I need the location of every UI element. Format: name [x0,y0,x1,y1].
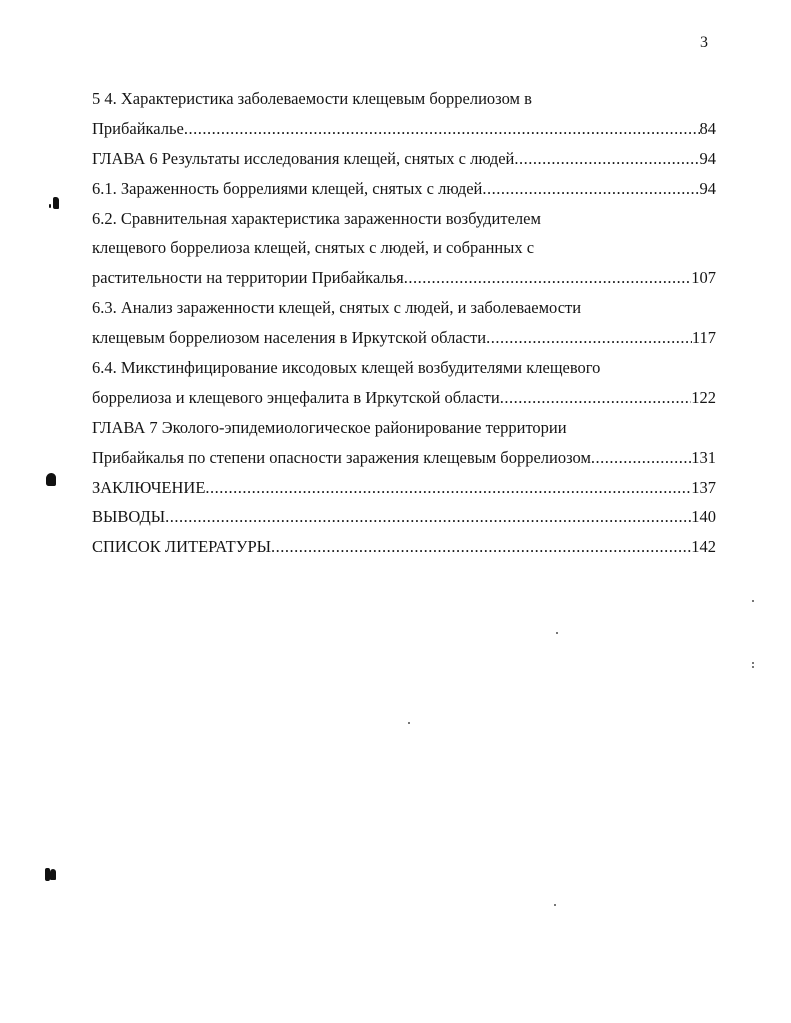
toc-line [92,383,716,413]
toc-entry-text: растительности на территории Прибайкалья [92,268,404,288]
toc-page-number: 107 [691,268,716,288]
toc-page-number: 122 [691,387,716,407]
toc-page-number: 94 [699,178,716,198]
toc-page-number: 140 [691,507,716,527]
toc-leader-dots [165,502,691,532]
toc-line [92,443,716,473]
scan-artifact [49,204,51,208]
toc-entry-text: СПИСОК ЛИТЕРАТУРЫ [92,537,272,557]
toc-line [92,233,716,263]
toc-leader-dots [482,174,699,204]
toc-page-number: 117 [691,328,716,348]
toc-entry-text: ГЛАВА 7 Эколого-эпидемиологическое районирование территории [92,417,567,437]
scan-speck [554,904,556,906]
toc-leader-dots [500,383,692,413]
toc-entry-text: клещевым боррелиозом населения в Иркутской области [92,328,487,348]
toc-entry-text: ГЛАВА 6 Результаты исследования клещей, снятых с людей [92,148,515,168]
toc-line [92,174,716,204]
toc-leader-dots [404,263,691,293]
toc-line [92,502,716,532]
scan-artifact [50,869,56,880]
toc-leader-dots [514,144,699,174]
scan-speck [556,632,558,634]
toc-leader-dots [271,532,691,562]
toc-line [92,413,716,443]
toc-leader-dots [486,323,692,353]
page-number: 3 [700,34,708,51]
table-of-contents [92,84,716,562]
toc-line [92,323,716,353]
toc-line [92,353,716,383]
scan-artifact [46,473,56,486]
toc-line [92,204,716,234]
toc-page-number: 137 [691,477,716,497]
toc-page-number: 131 [691,447,716,467]
toc-line [92,84,716,114]
toc-page-number: 142 [691,537,716,557]
toc-leader-dots [184,114,700,144]
toc-entry-text: Прибайкалья по степени опасности заражения клещевым боррелиозом [92,447,591,467]
toc-leader-dots [591,443,691,473]
toc-line [92,532,716,562]
toc-page-number: 84 [699,118,716,138]
toc-line [92,293,716,323]
toc-entry-text: 6.3. Анализ зараженности клещей, снятых с людей, и заболеваемости [92,298,582,318]
toc-entry-text: 6.4. Микстинфицирование иксодовых клещей возбудителями клещевого [92,358,601,378]
toc-entry-text: ЗАКЛЮЧЕНИЕ [92,477,206,497]
scan-speck [752,666,754,668]
toc-line [92,263,716,293]
toc-entry-text: Прибайкалье [92,118,184,138]
toc-leader-dots [205,473,691,503]
toc-line [92,114,716,144]
toc-entry-text: 6.2. Сравнительная характеристика зараженности возбудителем [92,208,541,228]
toc-entry-text: клещевого боррелиоза клещей, снятых с людей, и собранных с [92,238,535,258]
toc-entry-text: 6.1. Зараженность боррелиями клещей, снятых с людей [92,178,483,198]
toc-entry-text: боррелиоза и клещевого энцефалита в Иркутской области [92,387,500,407]
toc-line [92,473,716,503]
toc-entry-text: 5 4. Характеристика заболеваемости клещевым боррелиозом в [92,89,532,108]
scan-speck [752,662,754,664]
toc-line [92,144,716,174]
scan-speck [408,722,410,724]
toc-page-number: 94 [699,148,716,168]
toc-entry-text: ВЫВОДЫ [92,507,166,527]
scan-artifact [53,197,59,209]
scan-speck [752,600,754,602]
